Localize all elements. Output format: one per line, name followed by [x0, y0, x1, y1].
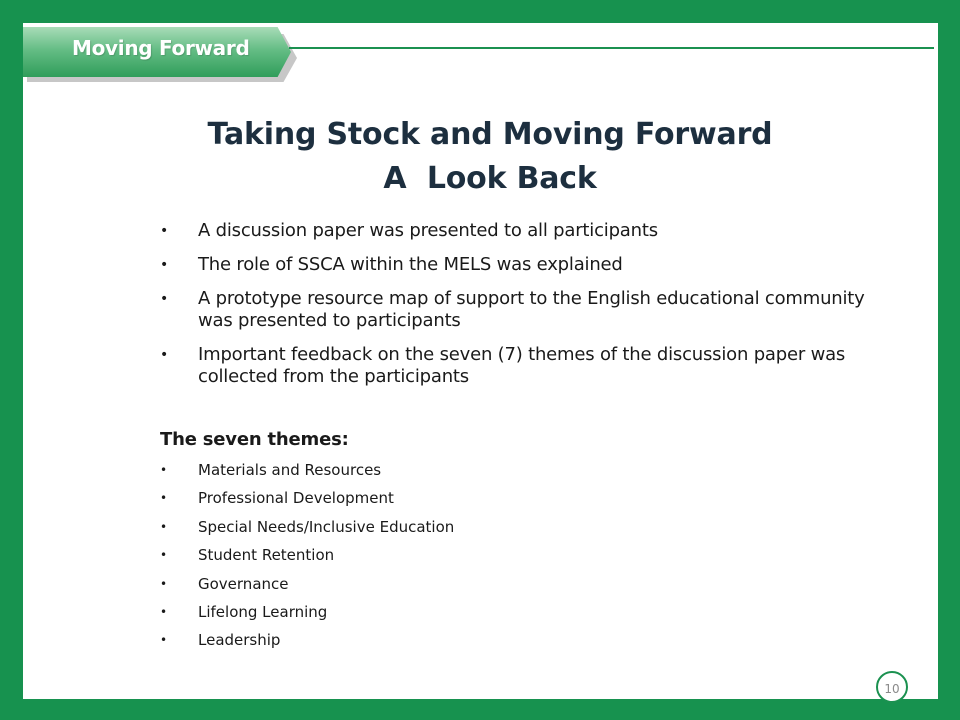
theme-item [160, 515, 454, 543]
bullet-icon: • [160, 257, 169, 273]
section-banner-label: Moving Forward [72, 36, 250, 60]
bullet-icon: • [160, 347, 169, 363]
theme-item-text: Special Needs/Inclusive Education [198, 517, 455, 536]
theme-item [160, 572, 454, 600]
themes-heading: The seven themes: [160, 429, 349, 450]
bullet-icon: • [160, 491, 168, 506]
bullet-icon: • [160, 291, 169, 307]
page-number-badge: 10 [876, 671, 908, 703]
bullet-icon: • [160, 576, 168, 591]
summary-bullet-text: A discussion paper was presented to all participants [198, 220, 658, 241]
slide-title-line-2: A Look Back [383, 161, 597, 196]
bullet-icon: • [160, 633, 168, 648]
bullet-icon: • [160, 519, 168, 534]
slide-title [110, 113, 870, 201]
theme-item-text: Materials and Resources [198, 461, 382, 479]
theme-item-text: Lifelong Learning [198, 602, 328, 621]
summary-bullet [160, 254, 880, 276]
theme-item [160, 543, 454, 571]
summary-bullet [160, 288, 880, 332]
summary-bullet-text: A prototype resource map of support to the English educational community was presented to participants [198, 288, 865, 331]
bullet-icon: • [160, 604, 168, 619]
theme-item-text: Student Retention [198, 546, 335, 565]
bullet-icon: • [160, 463, 168, 477]
bullet-icon: • [160, 548, 168, 563]
summary-bullet-list [160, 220, 880, 400]
themes-list [160, 458, 454, 657]
theme-item-text: Leadership [198, 631, 281, 650]
theme-item-text: Governance [198, 574, 289, 593]
summary-bullet-text: The role of SSCA within the MELS was explained [198, 254, 623, 275]
theme-item-text: Professional Development [198, 489, 394, 508]
summary-bullet [160, 344, 880, 388]
slide-title-line-1: Taking Stock and Moving Forward [207, 117, 773, 152]
header-rule [289, 47, 934, 49]
summary-bullet [160, 220, 880, 242]
theme-item [160, 458, 454, 486]
theme-item [160, 628, 454, 656]
theme-item [160, 486, 454, 514]
bullet-icon: • [160, 223, 169, 239]
theme-item [160, 600, 454, 628]
summary-bullet-text: Important feedback on the seven (7) themes of the discussion paper was collected from the participants [198, 344, 846, 387]
